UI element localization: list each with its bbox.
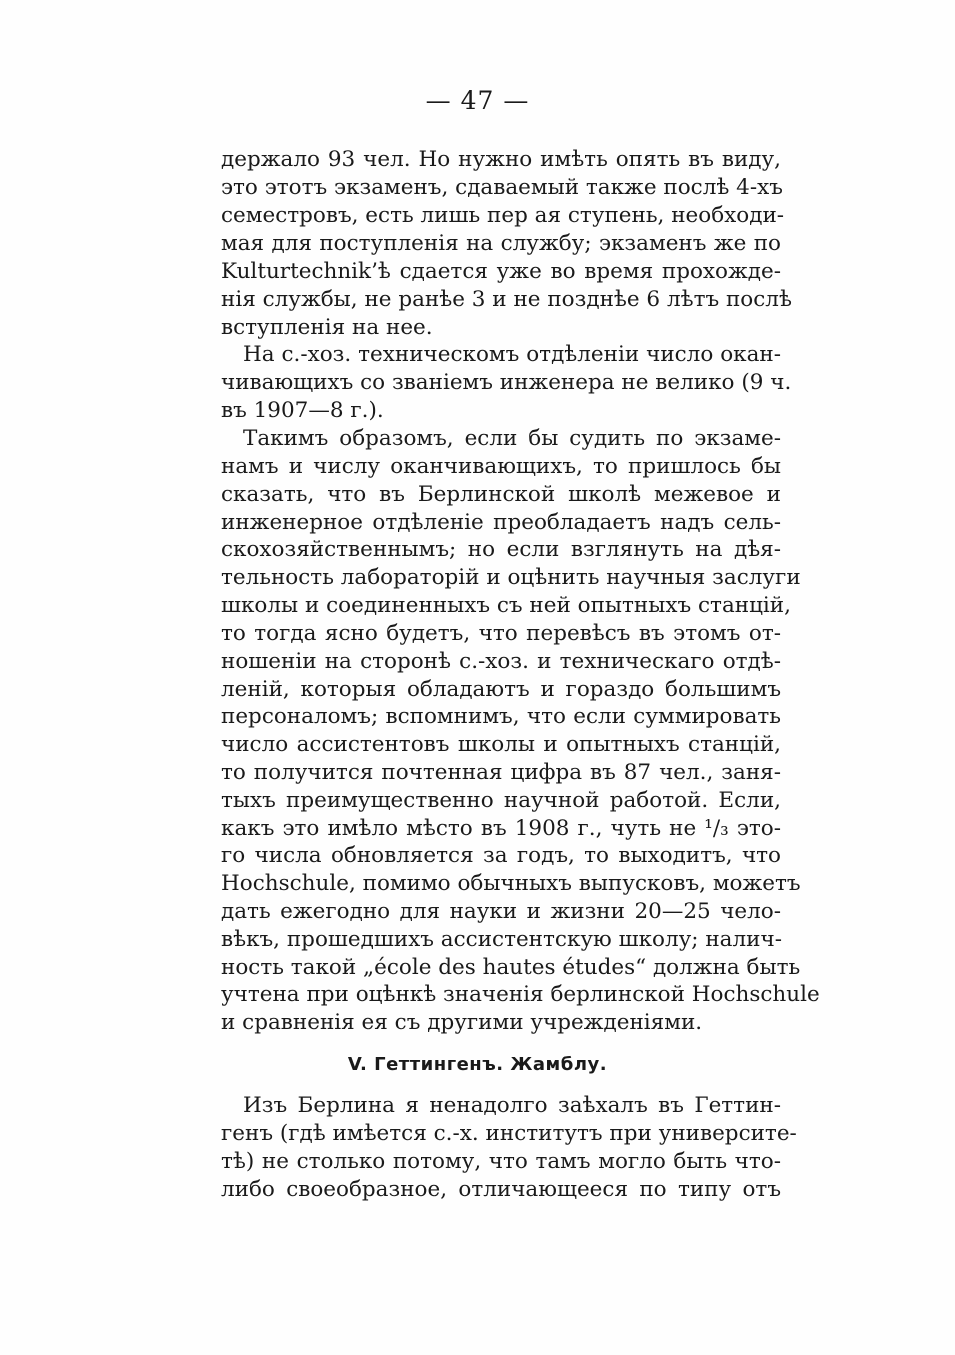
text-line: намъ и числу оканчивающихъ, то пришлось бы <box>221 454 781 479</box>
page-number: — 47 — <box>425 86 530 115</box>
text-line: Hochschule, помимо обычныхъ выпусковъ, можетъ <box>221 871 801 896</box>
text-line: то тогда ясно будетъ, что перевѣсъ въ этомъ от- <box>221 621 781 646</box>
text-line: число ассистентовъ школы и опытныхъ станцій, <box>221 732 781 757</box>
text-line: сказать, что въ Берлинской школѣ межевое и <box>221 482 781 507</box>
text-line: и сравненія ея съ другими учрежденіями. <box>221 1010 703 1035</box>
text-line: мая для поступленія на службу; экзаменъ же по <box>221 231 781 256</box>
section-heading: V. Геттингенъ. Жамблу. <box>347 1054 608 1075</box>
text-line: то получится почтенная цифра въ 87 чел., заня- <box>221 760 781 785</box>
text-line: ношеніи на сторонѣ с.-хоз. и техническаго отдѣ- <box>221 649 781 674</box>
text-line: леній, которыя обладаютъ и гораздо большимъ <box>221 677 781 702</box>
text-line: тѣ) не столько потому, что тамъ могло быть что- <box>221 1149 781 1174</box>
text-line: семестровъ, есть лишь пер ая ступень, необходи- <box>221 203 785 228</box>
text-line: тыхъ преимущественно научной работой. Если, <box>221 788 781 813</box>
text-line: ность такой „école des hautes études“ должна быть <box>221 955 801 980</box>
text-line: На с.-хоз. техническомъ отдѣленіи число окан- <box>243 342 781 367</box>
text-line: дать ежегодно для науки и жизни 20—25 чело- <box>221 899 781 924</box>
text-line: какъ это имѣло мѣсто въ 1908 г., чуть не ¹/₃ это- <box>221 816 781 841</box>
text-line: генъ (гдѣ имѣется с.-х. институтъ при университе- <box>221 1121 797 1146</box>
text-line: персоналомъ; вспомнимъ, что если суммировать <box>221 704 781 729</box>
text-line: вѣкъ, прошедшихъ ассистентскую школу; налич- <box>221 927 782 952</box>
text-line: Такимъ образомъ, если бы судить по экзаме- <box>243 426 781 451</box>
text-line: учтена при оцѣнкѣ значенія берлинской Hochschule <box>221 982 820 1007</box>
text-line: Изъ Берлина я ненадолго заѣхалъ въ Геттин- <box>243 1093 781 1118</box>
text-line: это этотъ экзаменъ, сдаваемый также послѣ 4-хъ <box>221 175 783 200</box>
text-line: школы и соединенныхъ съ ней опытныхъ станцій, <box>221 593 791 618</box>
text-line: чивающихъ со званіемъ инженера не велико (9 ч. <box>221 370 792 395</box>
text-line: въ 1907—8 г.). <box>221 398 384 423</box>
text-line: тельность лабораторій и оцѣнить научныя заслуги <box>221 565 801 590</box>
text-line: Kulturtechnik’ѣ сдается уже во время прохожде- <box>221 259 781 284</box>
text-line: инженерное отдѣленіе преобладаетъ надъ сель- <box>221 510 781 535</box>
text-line: го числа обновляется за годъ, то выходитъ, что <box>221 843 781 868</box>
text-line: вступленія на нее. <box>221 315 433 340</box>
text-line: скохозяйственнымъ; но если взглянуть на дѣя- <box>221 537 781 562</box>
text-line: либо своеобразное, отличающееся по типу отъ <box>221 1177 781 1202</box>
text-line: нія службы, не ранѣе 3 и не позднѣе 6 лѣтъ послѣ <box>221 287 792 312</box>
text-line: держало 93 чел. Но нужно имѣть опять въ виду, <box>221 147 781 172</box>
